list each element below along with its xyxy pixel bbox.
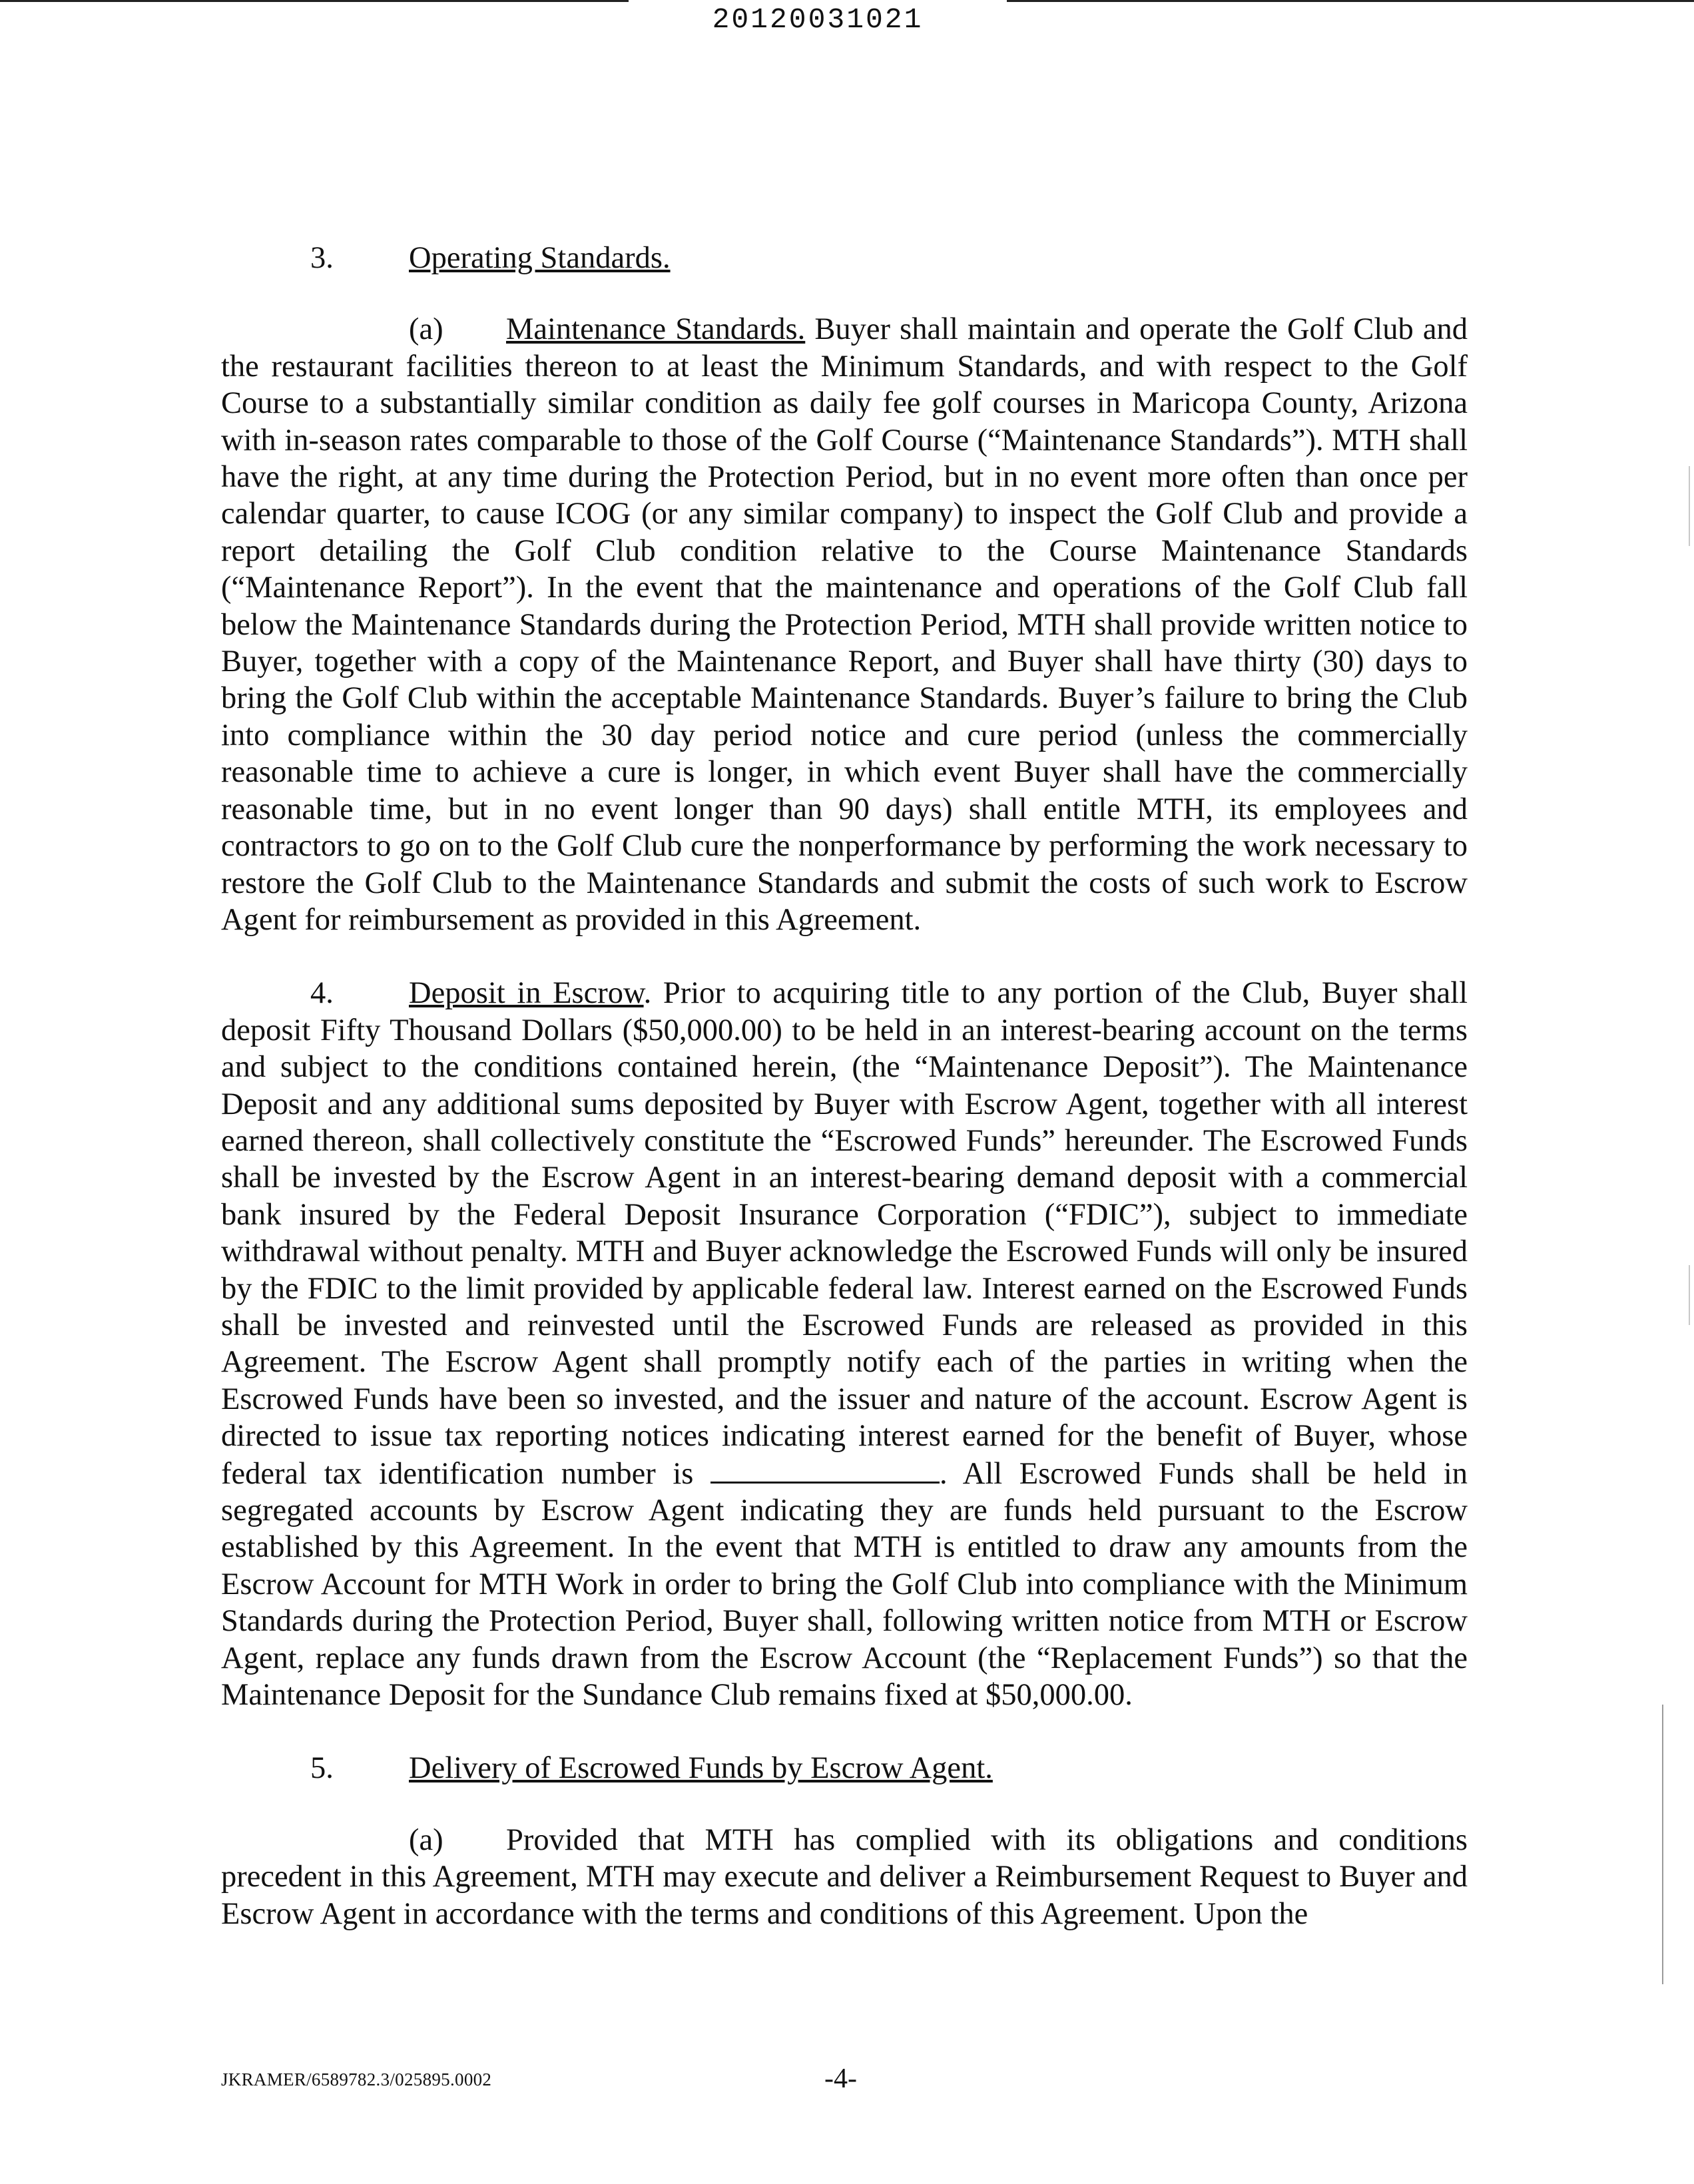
section-5a-paragraph: [221, 1822, 1468, 1932]
section-number: 3.: [310, 241, 334, 275]
spacer: [221, 276, 1468, 311]
paragraph-text-continued: . All Escrowed Funds shall be held in segregated accounts by Escrow Agent indicating they are funds held pursuant to the Escrow established by this Agreement. In the event that MTH is entitled to draw any amounts from the Escrow Account for MTH Work in order to bring the Golf Club into compliance with the Minimum Standards during the Protection Period, Buyer shall, following written notice from MTH or Escrow Agent, replace any funds drawn from the Escrow Account (the “Replacement Funds”) so that the Maintenance Deposit for the Sundance Club remains fixed at $50,000.00.: [221, 1456, 1468, 1713]
scan-artifact-line: [1689, 1265, 1690, 1325]
footer-document-id: JKRAMER/6589782.3/025895.0002: [221, 2069, 492, 2089]
recording-header-rule-left: [0, 0, 629, 2]
paragraph-text: Buyer shall maintain and operate the Golf Club and the restaurant facilities thereon to at least the Minimum Standards, and with respect to the Golf Course to a substantially similar condition as daily fee golf courses in Maricopa County, Arizona with in-season rates comparable to those of the Golf Course (“Maintenance Standards”). MTH shall have the right, at any time during the Protection Period, but in no event more often than once per calendar quarter, to cause ICOG (or any similar company) to inspect the Golf Club and provide a report detailing the Golf Club condition relative to the Course Maintenance Standards (“Maintenance Report”). In the event that the maintenance and operations of the Golf Club fall below the Maintenance Standards during the Protection Period, MTH shall provide written notice to Buyer, together with a copy of the Maintenance Report, and Buyer shall have thirty (30) days to bring the Golf Club within the acceptable Maintenance Standards. Buyer’s failure to bring the Club into compliance within the 30 day period notice and cure period (unless the commercially reasonable time to achieve a cure is longer, in which event Buyer shall have the commercially reasonable time, but in no event longer than 90 days) shall entitle MTH, its employees and contractors to go on to the Golf Club cure the nonperformance by performing the work necessary to restore the Golf Club to the Maintenance Standards and submit the costs of such work to Escrow Agent for reimbursement as provided in this Agreement.: [221, 312, 1468, 937]
scan-artifact-line: [1662, 1705, 1663, 1984]
section-3-heading: [221, 240, 1468, 276]
spacer: [221, 938, 1468, 975]
footer-page-number: -4-: [824, 2063, 857, 2094]
section-number: 5.: [310, 1751, 334, 1786]
spacer: [221, 1787, 1468, 1822]
subsection-label: (a): [409, 1822, 443, 1857]
section-number: 4.: [310, 976, 334, 1011]
section-title: Deposit in Escrow: [409, 976, 644, 1011]
paragraph-text: Provided that MTH has complied with its obligations and conditions precedent in this Agreement, MTH may execute and deliver a Reimbursement Request to Buyer and Escrow Agent in accordance with the terms and conditions of this Agreement. Upon the: [221, 1822, 1468, 1931]
section-4-paragraph: [221, 975, 1468, 1713]
paragraph-text: . Prior to acquiring title to any portion of the Club, Buyer shall deposit Fifty Thousand Dollars ($50,000.00) to be held in an interest-bearing account on the terms and subject to the conditions contained herein, (the “Maintenance Deposit”). The Maintenance Deposit and any additional sums deposited by Buyer with Escrow Agent, together with all interest earned thereon, shall collectively constitute the “Escrowed Funds” hereunder. The Escrowed Funds shall be invested by the Escrow Agent in an interest-bearing demand deposit with a commercial bank insured by the Federal Deposit Insurance Corporation (“FDIC”), subject to immediate withdrawal without penalty. MTH and Buyer acknowledge the Escrowed Funds will only be insured by the FDIC to the limit provided by applicable federal law. Interest earned on the Escrowed Funds shall be invested and reinvested until the Escrowed Funds are released as provided in this Agreement. The Escrow Agent shall promptly notify each of the parties in writing when the Escrowed Funds have been so invested, and the issuer and nature of the account. Escrow Agent is directed to issue tax reporting notices indicating interest earned for the benefit of Buyer, whose federal tax identification number is: [221, 976, 1468, 1491]
tax-id-blank-line: [710, 1455, 940, 1484]
section-3a-paragraph: [221, 311, 1468, 938]
spacer: [221, 1713, 1468, 1750]
recording-header-rule-right: [1007, 0, 1694, 2]
section-title: Operating Standards.: [409, 241, 671, 275]
document-body: [221, 240, 1468, 1932]
recording-number: 20120031021: [712, 3, 924, 36]
subsection-title: Maintenance Standards.: [506, 312, 806, 347]
scan-artifact-line: [1689, 466, 1690, 546]
section-title: Delivery of Escrowed Funds by Escrow Agent.: [409, 1751, 993, 1786]
section-5-heading: [221, 1750, 1468, 1786]
subsection-label: (a): [409, 312, 443, 347]
